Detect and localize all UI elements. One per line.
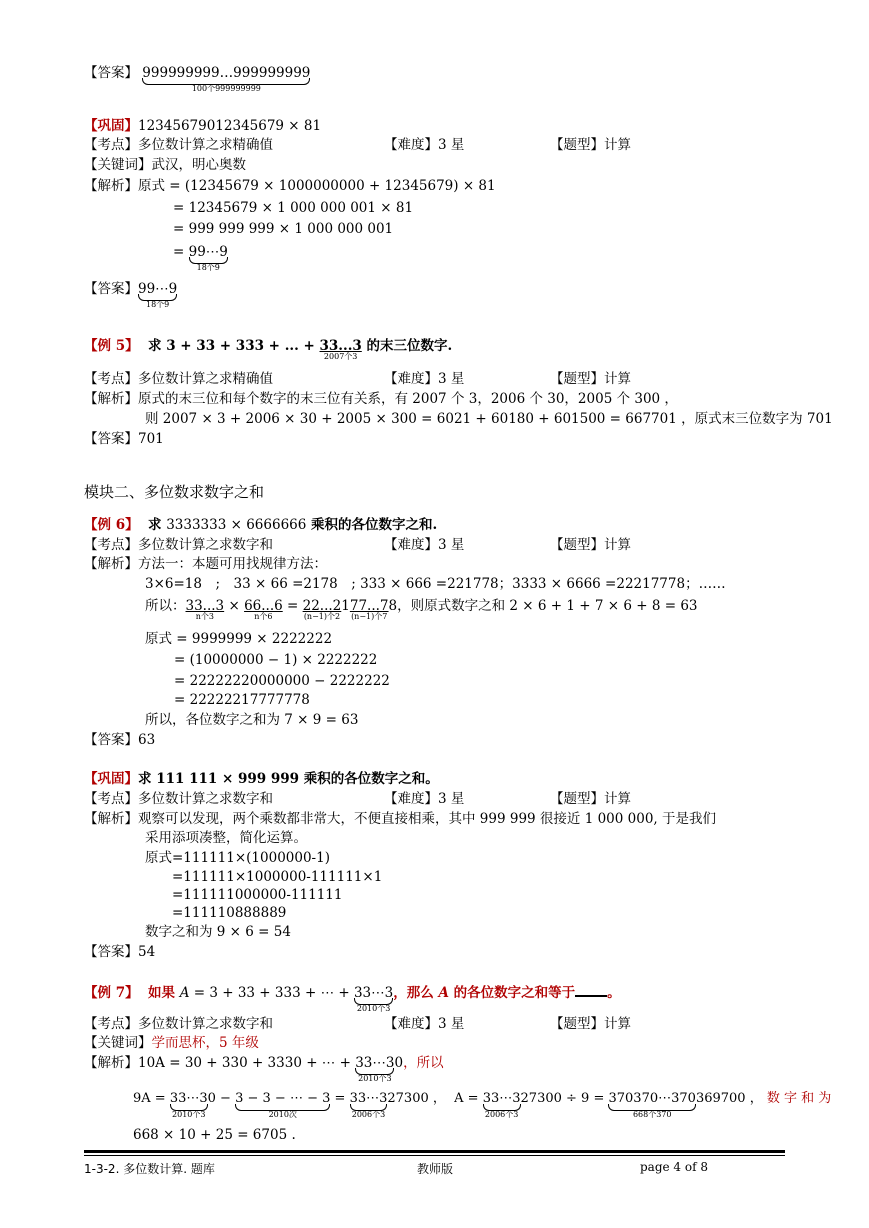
footer-rule-thick xyxy=(84,1150,785,1153)
gonggu1-answer: 【答案】99⋯9 18个9 xyxy=(84,281,178,309)
ex6-solution-7: = 22222217777778 xyxy=(174,692,310,708)
ex6-solution-6: = 22222220000000 − 2222222 xyxy=(174,673,390,689)
gonggu1-solution-4: = 99⋯9 18个9 xyxy=(173,244,228,272)
gonggu2-solution-4: =111111×1000000-111111×1 xyxy=(172,869,383,885)
ex6-solution-1: 【解析】方法一：本题可用找规律方法： xyxy=(84,556,327,572)
gonggu2-answer: 【答案】54 xyxy=(84,944,156,960)
ex6-difficulty: 【难度】3 星 xyxy=(384,537,465,553)
answer-value: 999999999…999999999 100个999999999 xyxy=(142,65,311,93)
gonggu2-type: 【题型】计算 xyxy=(550,791,631,807)
ex5-question: 【例 5】 求 3 + 33 + 333 + ... + 33...3 2007个3 的末三位数字. xyxy=(84,338,453,361)
gonggu1-difficulty: 【难度】3 星 xyxy=(384,137,465,153)
ex6-solution-3: 所以：33...3 n个3 × 66...6 n个6 = 22...2 (n−1)个2 177...7 (n−1)个7 8，则原式数字之和 2 × 6 + 1 + 7 × 6 + 8 = 63 xyxy=(145,598,698,621)
gonggu2-solution-1: 【解析】观察可以发现，两个乘数都非常大，不便直接相乘，其中 999 999 很接近 1 000 000, 于是我们 xyxy=(84,811,716,827)
ex7-type: 【题型】计算 xyxy=(550,1016,631,1032)
ex6-question: 【例 6】 求 3333333 × 6666666 乘积的各位数字之和. xyxy=(84,517,438,533)
ex6-topic: 【考点】多位数计算之求数字和 xyxy=(84,537,273,553)
answer-label: 【答案】 xyxy=(84,65,138,81)
footer-page: page 4 of 8 xyxy=(640,1160,708,1174)
footer-center: 教师版 xyxy=(417,1162,454,1176)
gonggu1-question: 【巩固】12345679012345679 × 81 xyxy=(84,118,322,134)
ex7-solution-2: 9A = 33⋯3 2010个3 0 − 3 − 3 − ⋯ − 3 2010次 = 33⋯3 2006个3 27300 ， A = 33⋯3 2006个3 27300 ÷ 9 = 370370⋯370 668个370 369700 ， 数 字 和 为 xyxy=(133,1091,832,1119)
ex6-solution-5: = (10000000 − 1) × 2222222 xyxy=(174,652,378,668)
ex7-question: 【例 7】 如果 A = 3 + 33 + 333 + ⋯ + 33⋯3 2010个3 ，那么 A 的各位数字之和等于 。 xyxy=(84,982,621,1002)
gonggu2-difficulty: 【难度】3 星 xyxy=(384,791,465,807)
gonggu1-solution-2: = 12345679 × 1 000 000 001 × 81 xyxy=(173,200,414,216)
footer-rule-thin xyxy=(84,1155,785,1156)
module-heading: 模块二、多位数求数字之和 xyxy=(84,483,265,501)
gonggu2-solution-2: 采用添项凑整，简化运算。 xyxy=(145,830,307,846)
ex7-keywords: 【关键词】学而思杯，5 年级 xyxy=(84,1035,259,1051)
ex7-solution-3: 668 × 10 + 25 = 6705 . xyxy=(133,1127,296,1143)
footer-left: 1-3-2. 多位数计算. 题库 xyxy=(84,1162,215,1176)
ex6-type: 【题型】计算 xyxy=(550,537,631,553)
ex7-difficulty: 【难度】3 星 xyxy=(384,1016,465,1032)
gonggu2-topic: 【考点】多位数计算之求数字和 xyxy=(84,791,273,807)
ex7-solution-1: 【解析】10A = 30 + 330 + 3330 + ⋯ + 33⋯3 2010个3 0，所以 xyxy=(84,1055,444,1083)
gonggu2-solution-3: 原式=111111×(1000000-1) xyxy=(145,850,330,866)
gonggu2-solution-5: =111111000000-111111 xyxy=(172,887,343,903)
gonggu1-meta: 【考点】多位数计算之求精确值 xyxy=(84,137,273,153)
gonggu1-keywords: 【关键词】武汉，明心奥数 xyxy=(84,157,246,173)
ex5-topic: 【考点】多位数计算之求精确值 xyxy=(84,371,273,387)
gonggu1-type: 【题型】计算 xyxy=(550,137,631,153)
answer-row xyxy=(84,64,311,93)
gonggu1-solution-3: = 999 999 999 × 1 000 000 001 xyxy=(173,221,394,237)
answer-blank xyxy=(575,982,607,997)
ex5-solution-2: 则 2007 × 3 + 2006 × 30 + 2005 × 300 = 6021 + 60180 + 601500 = 667701 ，原式末三位数字为 701 xyxy=(145,411,833,427)
ex5-difficulty: 【难度】3 星 xyxy=(384,371,465,387)
ex6-solution-2: 3×6=18 ; 33 × 66 =2178 ; 333 × 666 =221778；3333 × 6666 =22217778；…… xyxy=(145,576,726,592)
ex6-solution-8: 所以，各位数字之和为 7 × 9 = 63 xyxy=(145,712,359,728)
ex6-answer: 【答案】63 xyxy=(84,732,156,748)
ex5-type: 【题型】计算 xyxy=(550,371,631,387)
ex7-topic: 【考点】多位数计算之求数字和 xyxy=(84,1016,273,1032)
gonggu2-question: 【巩固】求 111 111 × 999 999 乘积的各位数字之和。 xyxy=(84,771,439,787)
ex6-solution-4: 原式 = 9999999 × 2222222 xyxy=(145,631,333,647)
ex5-solution-1: 【解析】原式的末三位和每个数字的末三位有关系，有 2007 个 3，2006 个 30，2005 个 300 ， xyxy=(84,391,678,407)
gonggu2-solution-6: =111110888889 xyxy=(172,905,287,921)
gonggu1-solution-1: 【解析】原式 = (12345679 × 1000000000 + 12345679) × 81 xyxy=(84,178,496,194)
gonggu2-solution-7: 数字之和为 9 × 6 = 54 xyxy=(145,924,291,940)
ex5-answer: 【答案】701 xyxy=(84,431,164,447)
